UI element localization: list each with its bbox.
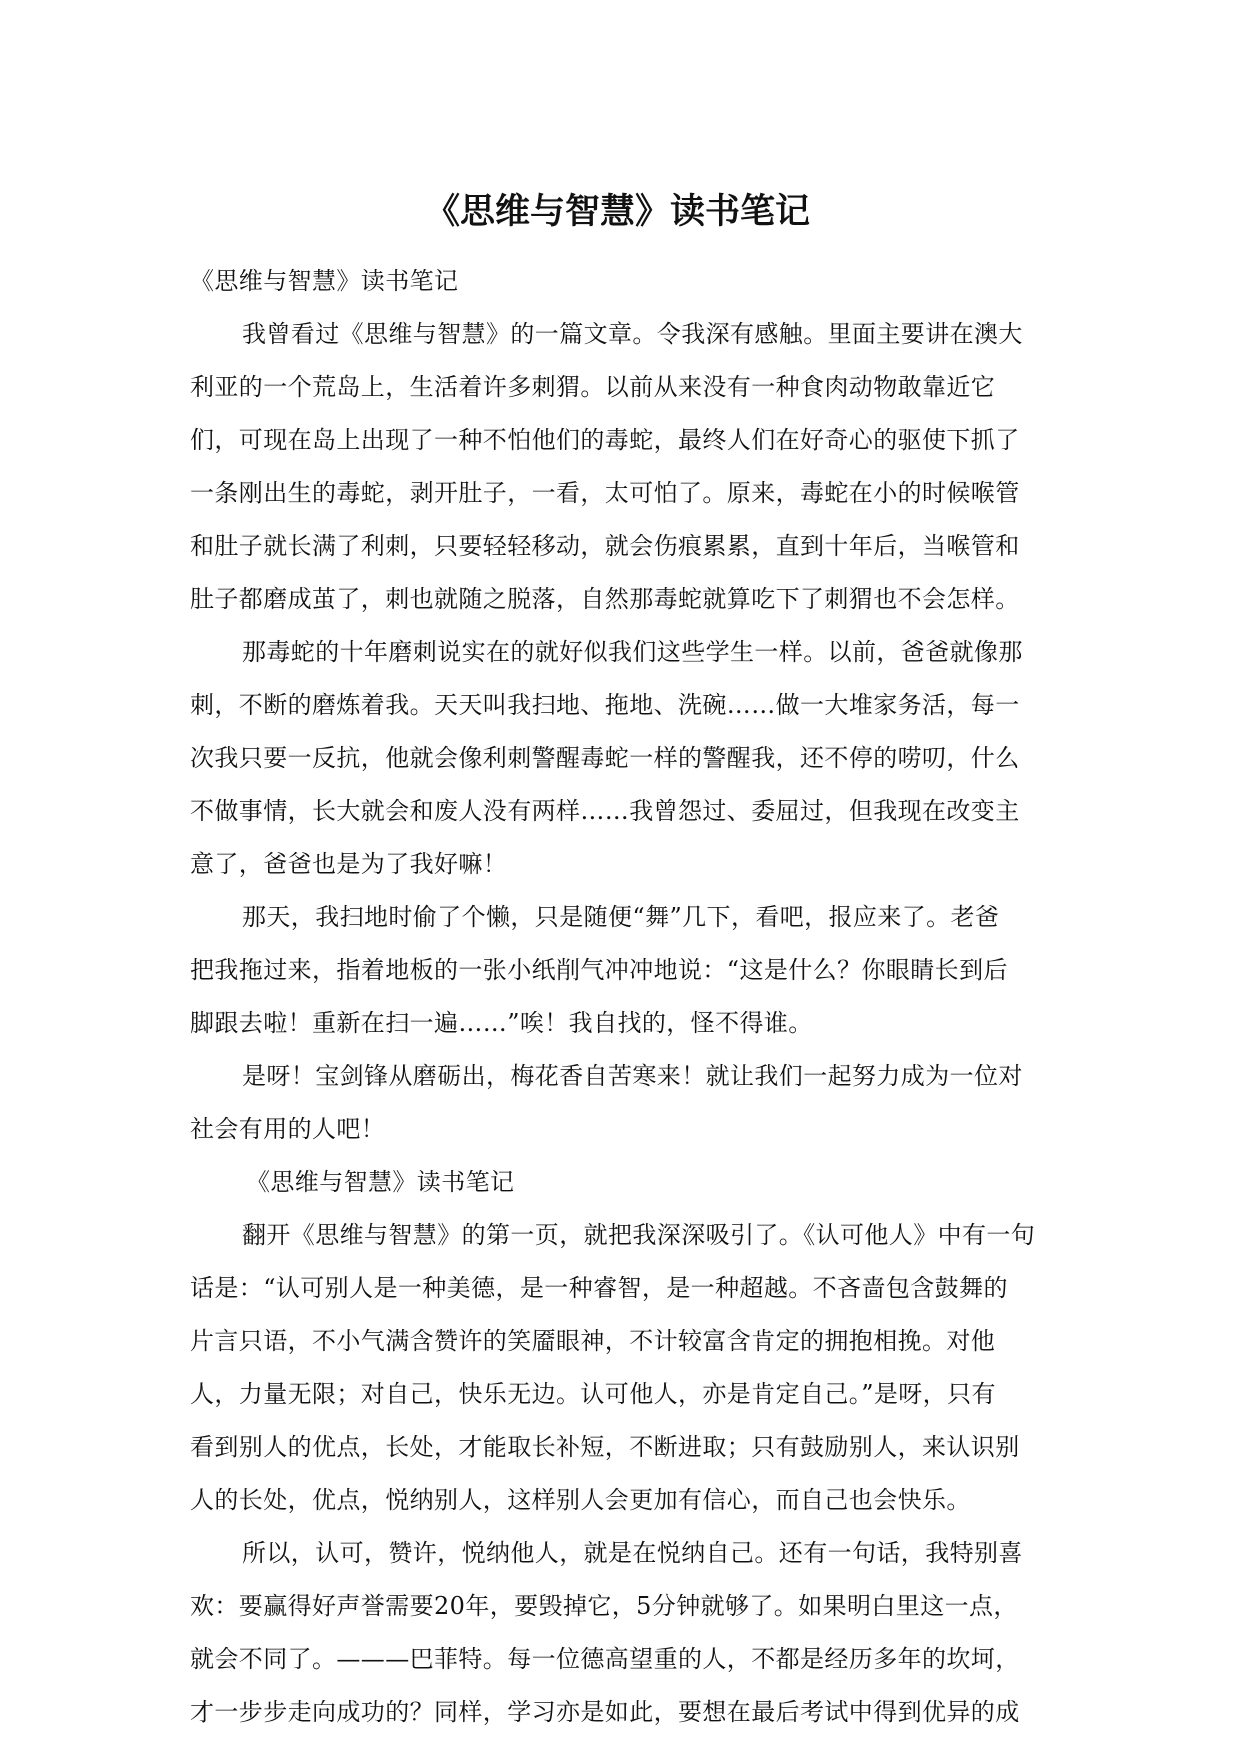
text-line: 利亚的一个荒岛上，生活着许多刺猬。以前从来没有一种食肉动物敢靠近它 [190, 373, 996, 401]
text-line: 意了，爸爸也是为了我好嘛！ [190, 850, 508, 878]
text-line: 我曾看过《思维与智慧》的一篇文章。令我深有感触。里面主要讲在澳大 [242, 320, 1023, 348]
text-line: 一条刚出生的毒蛇，剥开肚子，一看，太可怕了。原来，毒蛇在小的时候喉管 [190, 479, 1020, 507]
text-line: 话是：“认可别人是一种美德，是一种睿智，是一种超越。不吝啬包含鼓舞的 [190, 1274, 1008, 1302]
text-line: 翻开《思维与智慧》的第一页，就把我深深吸引了。《认可他人》中有一句 [242, 1221, 1036, 1249]
document-body [190, 255, 1045, 1739]
text-line: 刺，不断的磨炼着我。天天叫我扫地、拖地、洗碗……做一大堆家务活，每一 [190, 691, 1020, 719]
text-line: 和肚子就长满了利刺，只要轻轻移动，就会伤痕累累，直到十年后，当喉管和 [190, 532, 1020, 560]
text-line: 看到别人的优点，长处，才能取长补短，不断进取；只有鼓励别人，来认识别 [190, 1433, 1020, 1461]
text-line: 肚子都磨成茧了，刺也就随之脱落，自然那毒蛇就算吃下了刺猬也不会怎样。 [190, 585, 1020, 613]
text-line: 才一步步走向成功的？同样，学习亦是如此，要想在最后考试中得到优异的成 [190, 1698, 1020, 1726]
text-line: 所以，认可，赞许，悦纳他人，就是在悦纳自己。还有一句话，我特别喜 [242, 1539, 1023, 1567]
text-line: 社会有用的人吧！ [190, 1115, 386, 1143]
text-line: 脚跟去啦！重新在扫一遍……”唉！我自找的，怪不得谁。 [190, 1009, 813, 1037]
document-title: 《思维与智慧》读书笔记 [424, 192, 810, 232]
text-line: 人的长处，优点，悦纳别人，这样别人会更加有信心，而自己也会快乐。 [190, 1486, 971, 1514]
text-line: 那毒蛇的十年磨刺说实在的就好似我们这些学生一样。以前，爸爸就像那 [242, 638, 1023, 666]
text-line: 把我拖过来，指着地板的一张小纸削气冲冲地说：“这是什么？你眼睛长到后 [190, 956, 1008, 984]
text-line: 那天，我扫地时偷了个懒，只是随便“舞”几下，看吧，报应来了。老爸 [242, 903, 1000, 931]
text-line: 《思维与智慧》读书笔记 [190, 267, 459, 295]
text-line: 就会不同了。———巴菲特。每一位德高望重的人，不都是经历多年的坎坷， [190, 1645, 1020, 1673]
text-line: 不做事情，长大就会和废人没有两样……我曾怨过、委屈过，但我现在改变主 [190, 797, 1020, 825]
text-line: 人，力量无限；对自己，快乐无边。认可他人，亦是肯定自己。”是呀，只有 [190, 1380, 996, 1408]
text-line: 《思维与智慧》读书笔记 [246, 1168, 515, 1196]
text-line: 欢：要赢得好声誉需要20年，要毁掉它，5分钟就够了。如果明白里这一点， [190, 1592, 1018, 1620]
text-line: 们，可现在岛上出现了一种不怕他们的毒蛇，最终人们在好奇心的驱使下抓了 [190, 426, 1020, 454]
text-line: 次我只要一反抗，他就会像利刺警醒毒蛇一样的警醒我，还不停的唠叨，什么 [190, 744, 1020, 772]
text-line: 片言只语，不小气满含赞许的笑靥眼神，不计较富含肯定的拥抱相挽。对他 [190, 1327, 996, 1355]
text-line: 是呀！宝剑锋从磨砺出，梅花香自苦寒来！就让我们一起努力成为一位对 [242, 1062, 1023, 1090]
